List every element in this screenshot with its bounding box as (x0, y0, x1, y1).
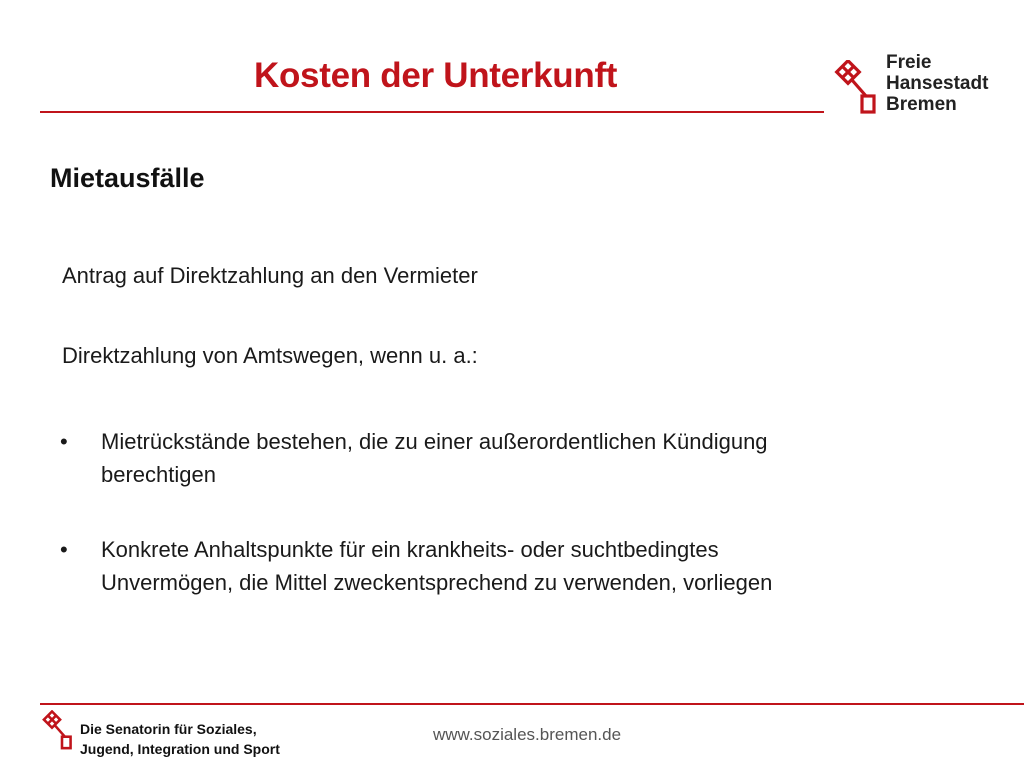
bullet-item-incapacity (60, 533, 960, 599)
footer-url: www.soziales.bremen.de (433, 725, 622, 744)
footer-org-line2: Jugend, Integration und Sport (80, 741, 280, 757)
bullet-icon: • (60, 429, 68, 454)
bullet-text-line2: berechtigen (101, 462, 216, 487)
slide-subtitle: Mietausfälle (50, 163, 205, 193)
logo-line-hansestadt: Hansestadt (886, 73, 989, 94)
footer-org-line1: Die Senatorin für Soziales, (80, 721, 257, 737)
bremen-key-icon (42, 710, 72, 752)
footer-divider (40, 703, 1024, 705)
logo-line-bremen: Bremen (886, 94, 957, 115)
bullet-list (60, 425, 960, 641)
paragraph-direct-payment-official: Direktzahlung von Amtswegen, wenn u. a.: (62, 343, 478, 368)
logo-line-freie: Freie (886, 52, 932, 73)
bullet-text-line1: Konkrete Anhaltspunkte für ein krankheits- oder suchtbedingtes (101, 537, 719, 562)
logo-wordmark (886, 52, 988, 115)
title-divider (40, 111, 824, 113)
slide-title: Kosten der Unterkunft (254, 56, 618, 95)
bremen-logo (834, 52, 1009, 118)
footer-organization (80, 719, 280, 759)
bullet-item-rent-arrears (60, 425, 960, 491)
bullet-icon: • (60, 537, 68, 562)
bremen-key-icon (834, 60, 876, 116)
bullet-text-line1: Mietrückstände bestehen, die zu einer außerordentlichen Kündigung (101, 429, 768, 454)
paragraph-direct-payment-request: Antrag auf Direktzahlung an den Vermieter (62, 263, 478, 288)
bullet-text-line2: Unvermögen, die Mittel zweckentsprechend zu verwenden, vorliegen (101, 570, 773, 595)
